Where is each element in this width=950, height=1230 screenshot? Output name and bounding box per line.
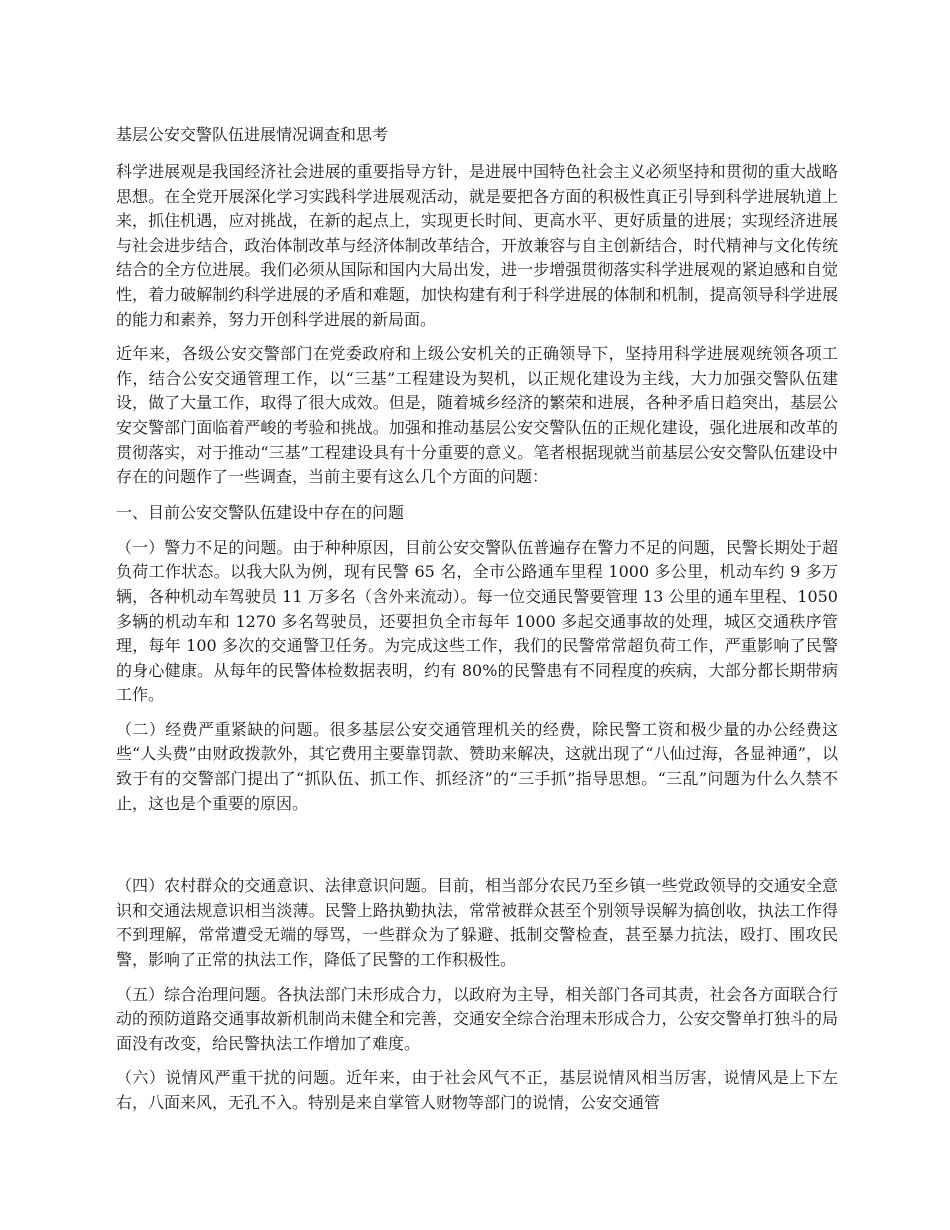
intro-paragraph-2: 近年来，各级公安交警部门在党委政府和上级公安机关的正确领导下，坚持用科学进展观统领各项工作，结合公安交通管理工作，以“三基”工程建设为契机，以正规化建设为主线，大力加强交警队伍建设，做了大量工作，取得了很大成效。但是，随着城乡经济的繁荣和进展，各种矛盾日趋突出，基层公安交警部门面临着严峻的考验和挑战。加强和推动基层公安交警队伍的正规化建设，强化进展和改革的贯彻落实，对于推动“三基”工程建设具有十分重要的意义。笔者根据现就当前基层公安交警队伍建设中存在的问题作了一些调查，当前主要有这么几个方面的问题： xyxy=(116,344,838,487)
document-title: 基层公安交警队伍进展情况调查和思考 xyxy=(116,125,389,144)
issue-item-4: （四）农村群众的交通意识、法律意识问题。目前，相当部分农民乃至乡镇一些党政领导的交通安全意识和交通法规意识相当淡薄。民警上路执勤执法，常常被群众甚至个别领导误解为搞创收，执法工作得不到理解，常常遭受无端的辱骂，一些群众为了躲避、抵制交警检查，甚至暴力抗法，殴打、围攻民警，影响了正常的执法工作，降低了民警的工作积极性。 xyxy=(116,876,838,970)
intro-paragraph-1: 科学进展观是我国经济社会进展的重要指导方针，是进展中国特色社会主义必须坚持和贯彻的重大战略思想。在全党开展深化学习实践科学进展观活动，就是要把各方面的积极性真正引导到科学进展轨道上来，抓住机遇，应对挑战，在新的起点上，实现更长时间、更高水平、更好质量的进展；实现经济进展与社会进步结合，政治体制改革与经济体制改革结合，开放兼容与自主创新结合，时代精神与文化传统结合的全方位进展。我们必须从国际和国内大局出发，进一步增强贯彻落实科学进展观的紧迫感和自觉性，着力破解制约科学进展的矛盾和难题，加快构建有利于科学进展的体制和机制，提高领导科学进展的能力和素养，努力开创科学进展的新局面。 xyxy=(116,162,838,329)
issue-item-1: （一）警力不足的问题。由于种种原因，目前公安交警队伍普遍存在警力不足的问题，民警长期处于超负荷工作状态。以我大队为例，现有民警 65 名，全市公路通车里程 1000 多公里，机动车约 9 多万辆，各种机动车驾驶员 11 万多名（含外来流动）。每一位交通民警要管理 13 公里的通车里程、1050 多辆的机动车和 1270 多名驾驶员，还要担负全市每年 1000 多起交通事故的处理，城区交通秩序管理，每年 100 多次的交通警卫任务。为完成这些工作，我们的民警常常超负荷工作，严重影响了民警的身心健康。从每年的民警体检数据表明，约有 80%的民警患有不同程度的疾病，大部分都长期带病工作。 xyxy=(116,537,838,705)
issue-item-6: （六）说情风严重干扰的问题。近年来，由于社会风气不正，基层说情风相当厉害，说情风是上下左右，八面来风，无孔不入。特别是来自掌管人财物等部门的说情，公安交通管 xyxy=(116,1068,838,1112)
section-heading: 一、目前公安交警队伍建设中存在的问题 xyxy=(116,502,405,522)
issue-item-5: （五）综合治理问题。各执法部门未形成合力，以政府为主导，相关部门各司其责，社会各方面联合行动的预防道路交通事故新机制尚未健全和完善，交通安全综合治理未形成合力，公安交警单打独斗的局面没有改变，给民警执法工作增加了难度。 xyxy=(116,984,838,1053)
blank-spacer xyxy=(116,826,838,874)
issue-item-2: （二）经费严重紧缺的问题。很多基层公安交通管理机关的经费，除民警工资和极少量的办公经费这些“人头费”由财政拨款外，其它费用主要靠罚款、赞助来解决，这就出现了“八仙过海，各显神通”，以致于有的交警部门提出了“抓队伍、抓工作、抓经济”的“三手抓”指导思想。“三乱”问题为什么久禁不止，这也是个重要的原因。 xyxy=(116,719,838,813)
document-page xyxy=(116,122,838,1126)
